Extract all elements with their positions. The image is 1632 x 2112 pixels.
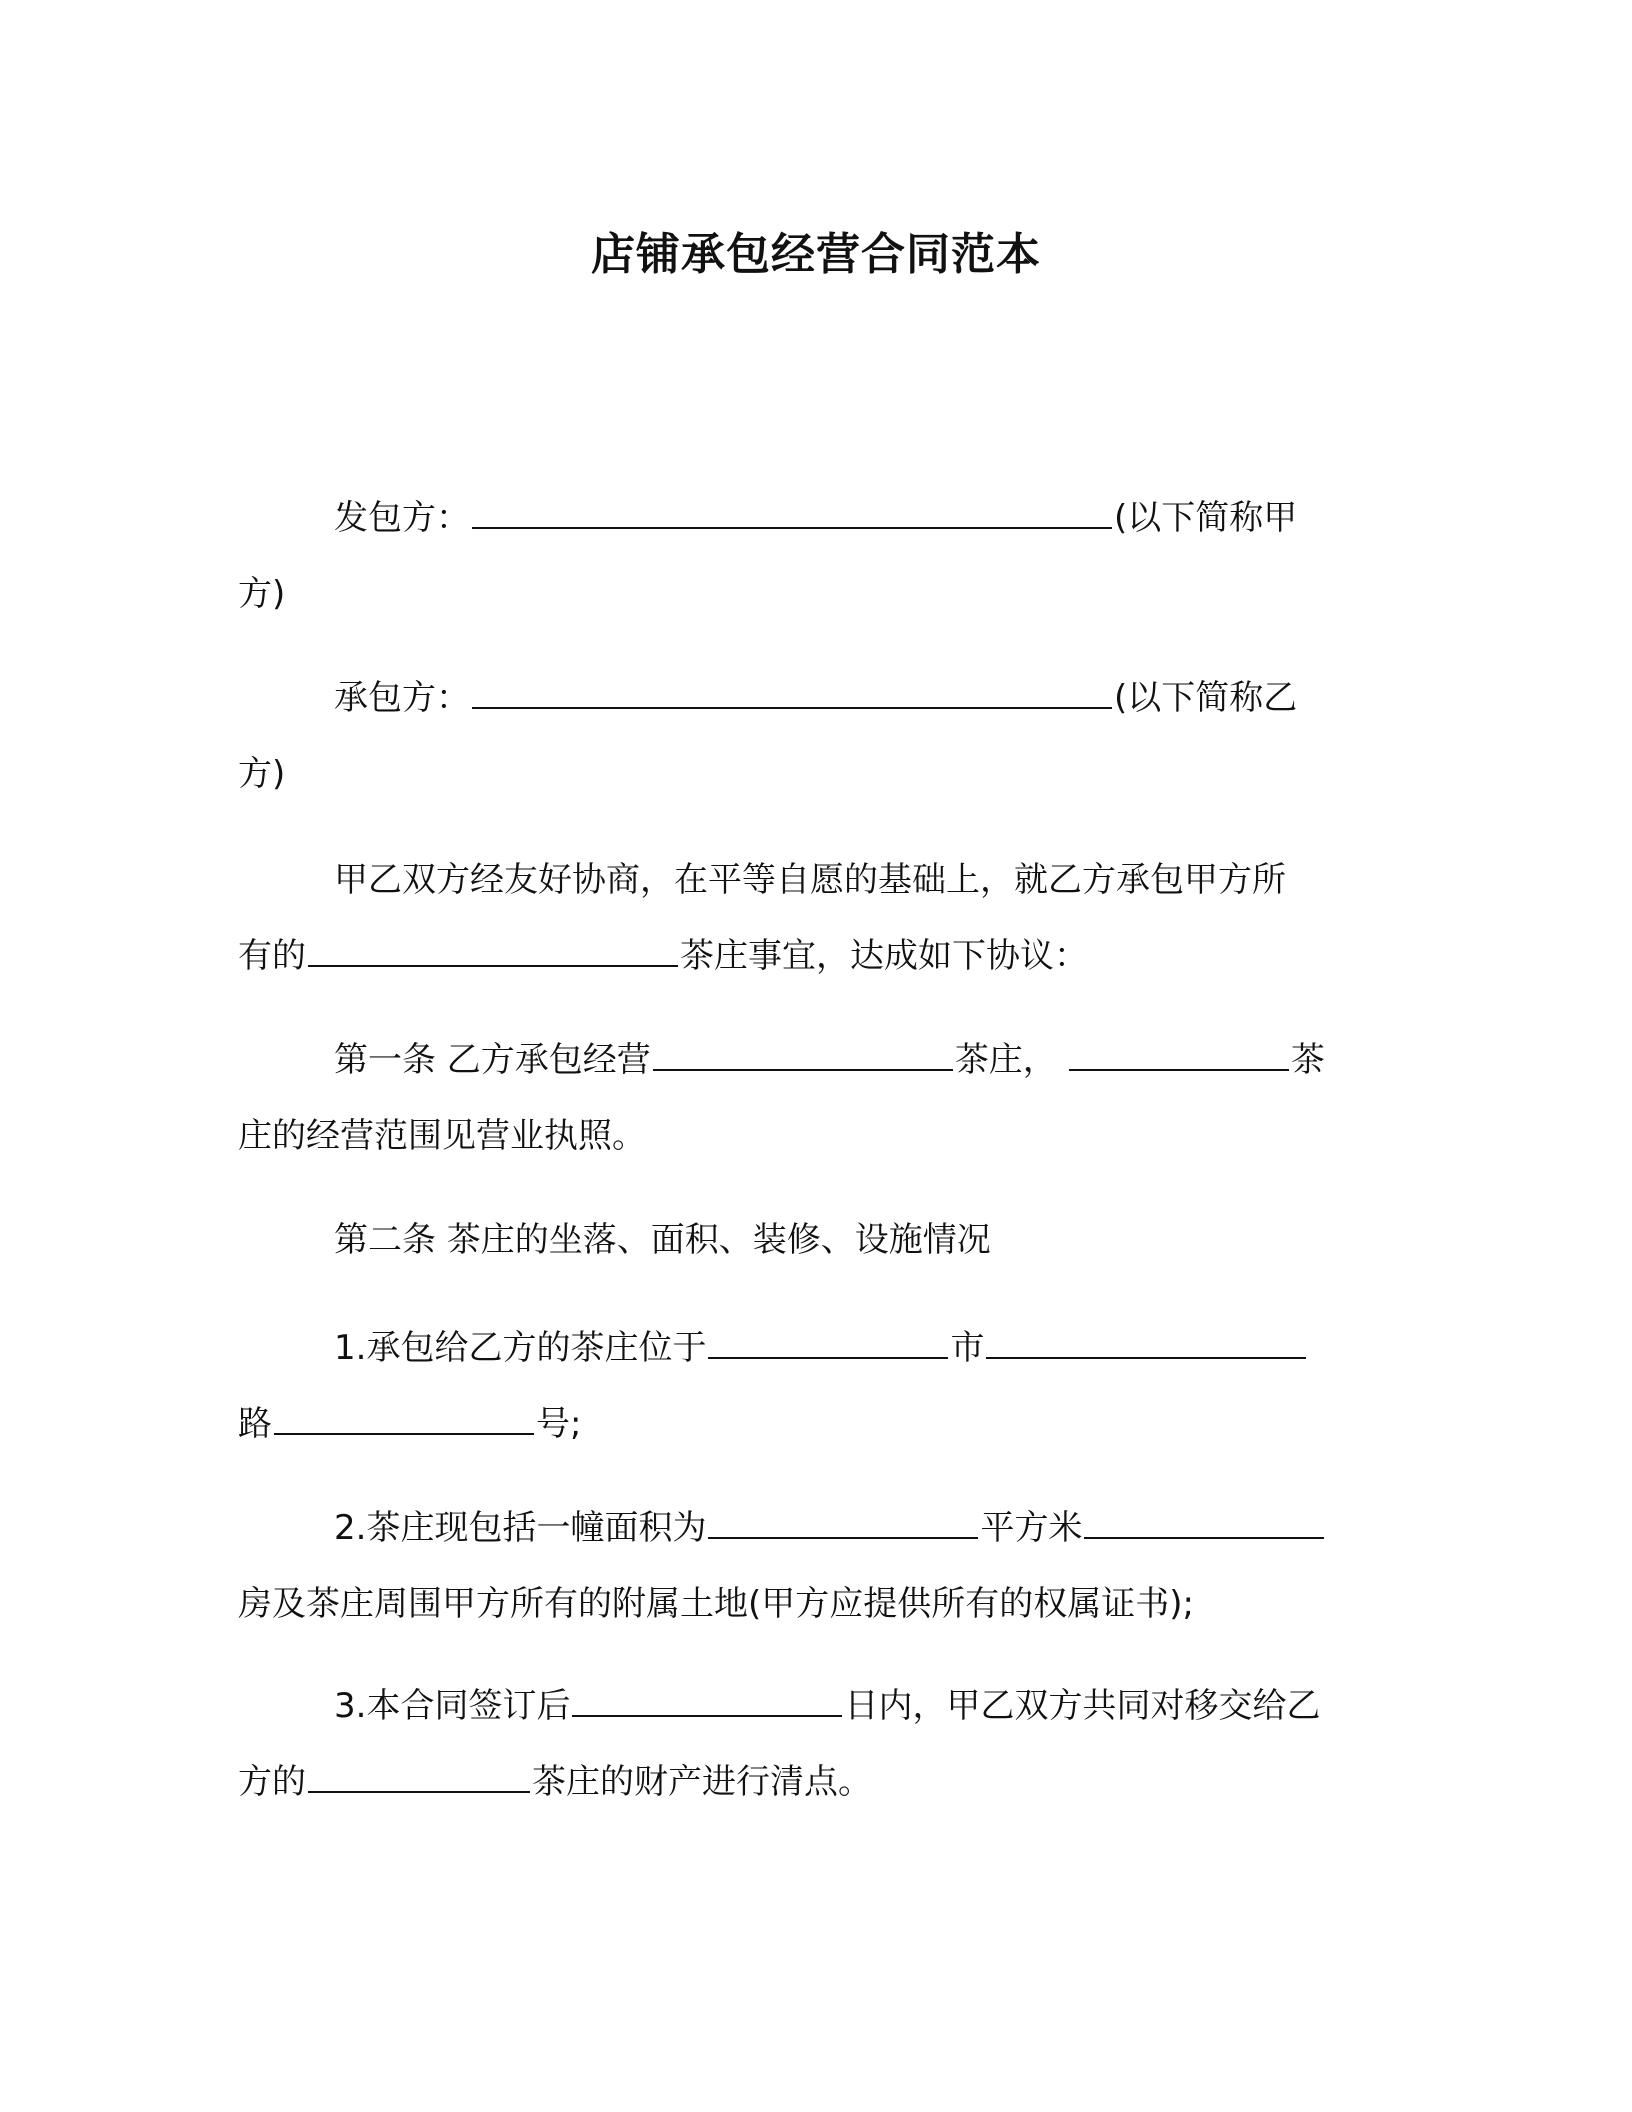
item-2-line-1 xyxy=(334,1490,1326,1566)
district-blank[interactable] xyxy=(986,1329,1306,1359)
article-1-line-2 xyxy=(238,1098,646,1174)
intro-line-1 xyxy=(334,842,1286,918)
party-a-label: 发包方： xyxy=(334,498,470,538)
item-1-text-1: 1.承包给乙方的茶庄位于 xyxy=(334,1328,707,1368)
party-a-blank[interactable] xyxy=(472,499,1112,529)
item-1-text-4: 号; xyxy=(536,1404,582,1444)
article-1-blank-1[interactable] xyxy=(653,1041,953,1071)
intro-line-2 xyxy=(238,918,1088,994)
article-1-blank-2[interactable] xyxy=(1069,1041,1289,1071)
party-b-line xyxy=(334,660,1297,736)
item-3-line-1 xyxy=(334,1668,1320,1744)
party-b-blank[interactable] xyxy=(472,679,1112,709)
item-1-line-2 xyxy=(238,1386,581,1462)
building-type-blank[interactable] xyxy=(1084,1509,1324,1539)
shop-name-blank-2[interactable] xyxy=(308,1763,530,1793)
city-blank[interactable] xyxy=(708,1329,948,1359)
article-2-heading xyxy=(334,1202,991,1278)
intro-text-3: 茶庄事宜，达成如下协议： xyxy=(680,936,1088,976)
party-a-suffix: (以下简称甲 xyxy=(1114,498,1298,538)
party-a-line xyxy=(334,480,1297,556)
party-b-line-2 xyxy=(238,736,285,812)
intro-text-2: 有的 xyxy=(238,936,306,976)
article-1-text-4: 庄的经营范围见营业执照。 xyxy=(238,1116,646,1156)
party-a-line-2 xyxy=(238,556,285,632)
article-1-text-2: 茶庄， xyxy=(954,1040,1057,1080)
article-1-line-1 xyxy=(334,1022,1325,1098)
item-2-text-2: 平方米 xyxy=(980,1508,1083,1548)
item-3-text-4: 茶庄的财产进行清点。 xyxy=(532,1762,872,1802)
intro-text-1: 甲乙双方经友好协商，在平等自愿的基础上，就乙方承包甲方所 xyxy=(334,860,1286,900)
item-3-text-1: 3.本合同签订后 xyxy=(334,1686,571,1726)
road-blank[interactable] xyxy=(274,1405,534,1435)
item-1-text-3: 路 xyxy=(238,1404,272,1444)
party-a-suffix-2: 方) xyxy=(238,574,286,614)
item-1-line-1 xyxy=(334,1310,1308,1386)
document-title: 店铺承包经营合同范本 xyxy=(591,229,1041,280)
item-1-text-2: 市 xyxy=(950,1328,985,1368)
party-b-suffix: (以下简称乙 xyxy=(1114,678,1298,718)
area-blank[interactable] xyxy=(708,1509,978,1539)
item-3-text-2: 日内，甲乙双方共同对移交给乙 xyxy=(844,1686,1321,1726)
item-3-text-3: 方的 xyxy=(238,1762,306,1802)
article-2-text: 第二条 茶庄的坐落、面积、装修、设施情况 xyxy=(334,1220,991,1260)
item-2-line-2 xyxy=(238,1566,1194,1642)
party-b-suffix-2: 方) xyxy=(238,754,286,794)
article-1-text-3: 茶 xyxy=(1290,1040,1325,1080)
article-1-text-1: 第一条 乙方承包经营 xyxy=(334,1040,651,1080)
party-b-label: 承包方： xyxy=(334,678,470,718)
item-2-text-1: 2.茶庄现包括一幢面积为 xyxy=(334,1508,707,1548)
item-3-line-2 xyxy=(238,1744,872,1820)
shop-name-blank[interactable] xyxy=(308,937,678,967)
days-blank[interactable] xyxy=(572,1687,842,1717)
item-2-text-3: 房及茶庄周围甲方所有的附属土地(甲方应提供所有的权属证书); xyxy=(238,1584,1194,1624)
